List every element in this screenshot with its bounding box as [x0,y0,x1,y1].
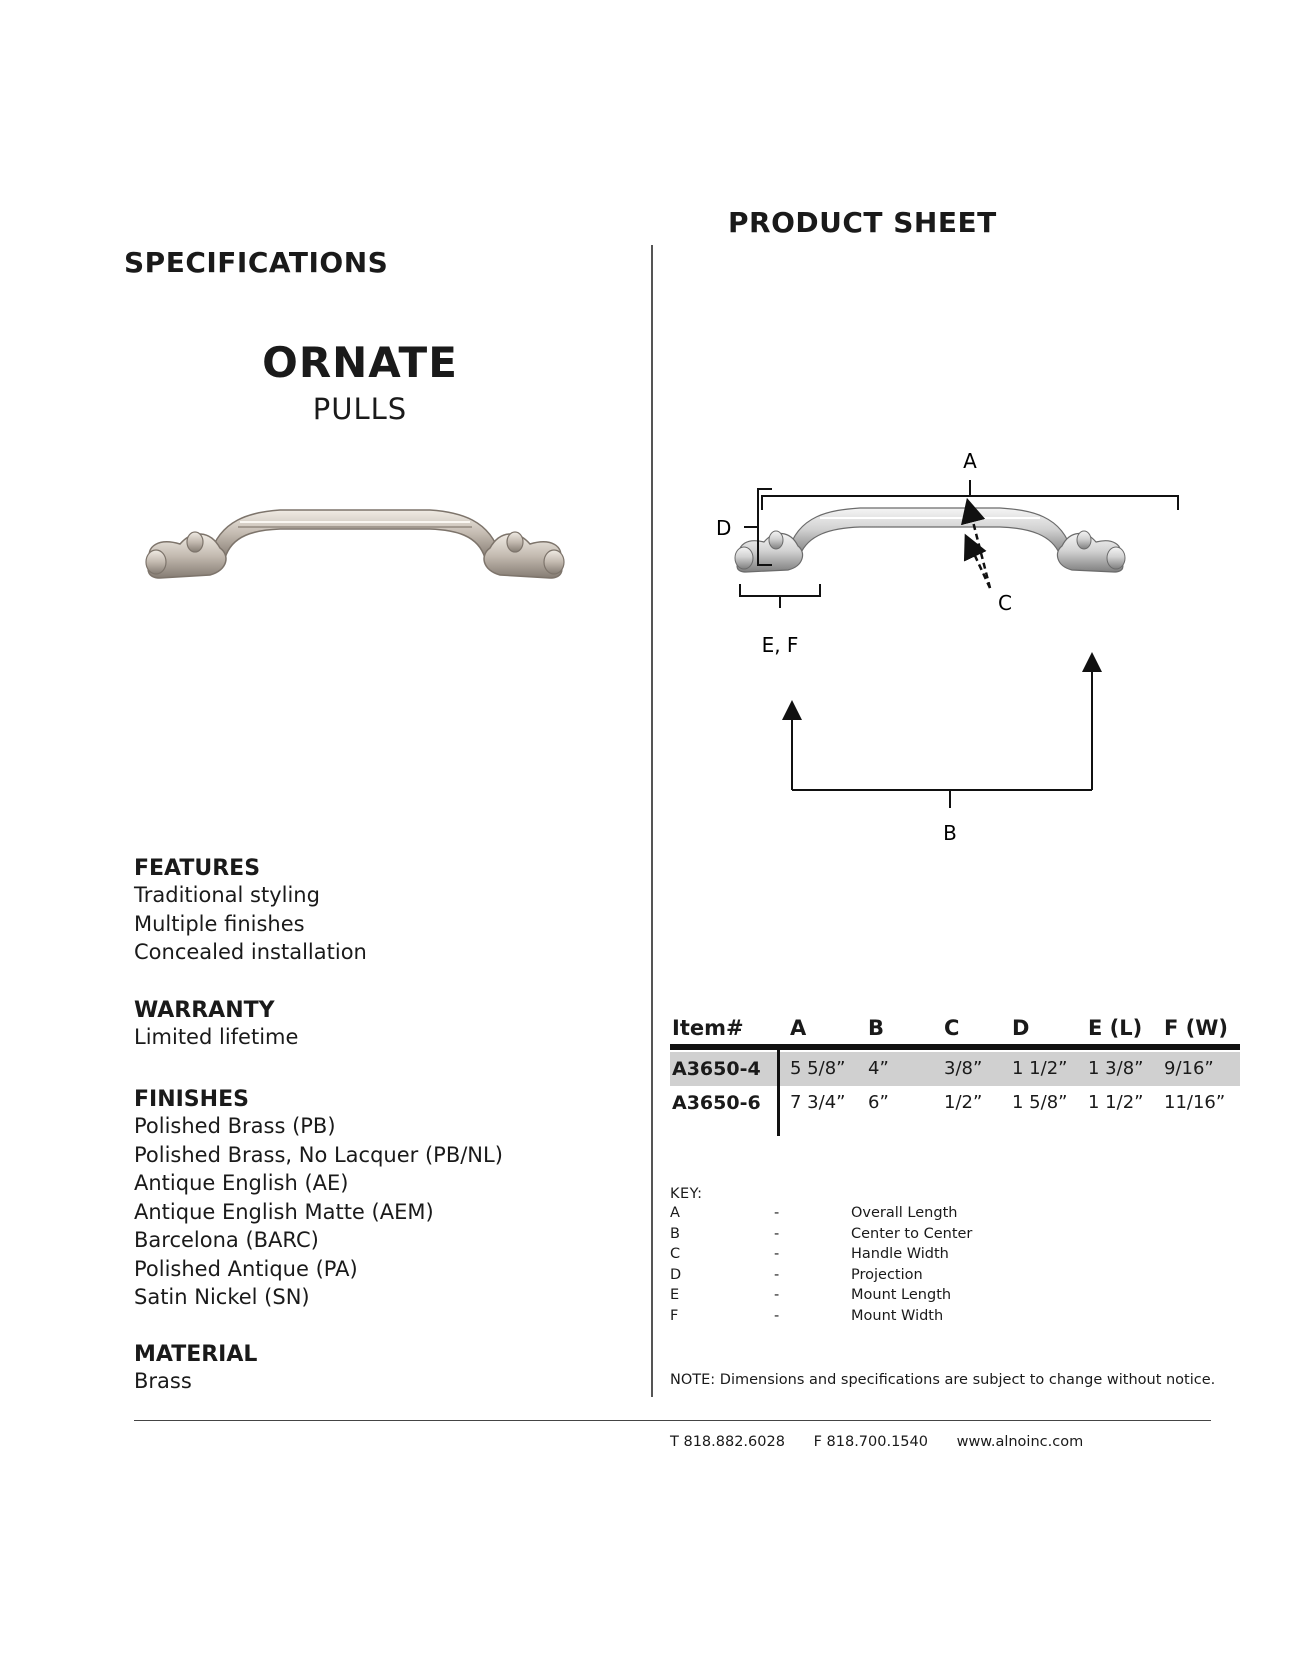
specifications-heading: SPECIFICATIONS [124,246,389,279]
key-row [670,1246,949,1267]
table-header-cell: A [790,1016,807,1040]
features-label: FEATURES [134,856,261,881]
dimension-d-label: D [716,516,732,540]
key-letter: E [670,1287,680,1303]
table-cell: 1/2” [944,1092,983,1113]
table-cell: 11/16” [1164,1092,1226,1113]
phone-number: T 818.882.6028 [670,1434,785,1450]
warranty-section [134,998,298,1052]
table-cell: 1 3/8” [1088,1058,1144,1079]
key-row [670,1205,958,1226]
key-row [670,1225,973,1247]
key-dash: - [774,1307,780,1324]
key-meaning: Center to Center [851,1225,973,1242]
feature-item: Concealed installation [134,940,367,964]
column-divider [651,245,653,1397]
table-column-rule [777,1050,780,1136]
dimension-a-bracket [762,480,1178,510]
key-letter: C [670,1246,681,1262]
material-value: Brass [134,1369,192,1393]
dimension-diagram [680,440,1220,880]
table-header-cell: C [944,1016,960,1040]
website-link[interactable]: www.alnoinc.com [956,1434,1084,1450]
features-list [134,881,367,967]
product-sheet-heading: PRODUCT SHEET [728,206,997,239]
table-header-rule [670,1044,1240,1050]
dimension-ef-label: E, F [761,633,799,657]
table-cell: 7 3/4” [790,1092,846,1113]
table-cell: 1 1/2” [1012,1058,1068,1079]
product-photo [140,500,570,615]
feature-item: Traditional styling [134,883,320,907]
dimension-b-label: B [943,821,957,845]
key-row [670,1287,952,1308]
key-row [670,1307,944,1329]
table-row [670,1086,1240,1120]
finishes-label: FINISHES [134,1087,249,1112]
finishes-list [134,1112,503,1312]
finish-item: Barcelona (BARC) [134,1228,319,1252]
table-cell: 1 5/8” [1012,1092,1068,1113]
key-dash: - [774,1225,780,1242]
key-letter: B [670,1225,680,1242]
finishes-section [134,1087,503,1312]
key-letter: D [670,1266,682,1283]
key-dash: - [774,1266,780,1283]
table-cell-item: A3650-6 [672,1092,761,1114]
key-letter: F [670,1307,679,1324]
key-meaning: Projection [851,1266,923,1283]
finish-item: Satin Nickel (SN) [134,1285,310,1309]
key-meaning: Mount Length [851,1287,952,1303]
product-title: ORNATE [262,338,458,387]
warranty-value: Limited lifetime [134,1025,299,1049]
dimension-ef-bracket [740,584,820,608]
contact-info [670,1434,1107,1450]
dimension-a-label: A [963,449,977,473]
product-subtitle: PULLS [312,392,408,426]
table-cell: 5 5/8” [790,1058,846,1079]
key-meaning: Mount Width [851,1307,944,1324]
finish-item: Polished Brass (PB) [134,1114,336,1138]
finish-item: Antique English (AE) [134,1171,349,1195]
finish-item: Polished Brass, No Lacquer (PB/NL) [134,1142,503,1167]
key-title: KEY: [670,1186,703,1202]
key-meaning: Handle Width [851,1246,949,1262]
dimension-key [670,1186,973,1328]
finish-item: Polished Antique (PA) [134,1256,358,1281]
table-header-cell: F (W) [1164,1016,1229,1040]
fax-number: F 818.700.1540 [813,1434,928,1450]
key-letter: A [670,1205,680,1221]
table-header-cell: D [1012,1016,1030,1040]
dimensions-table [670,1012,1240,1120]
table-cell: 3/8” [944,1058,983,1079]
dimension-b-bracket [792,662,1092,808]
table-header-cell: Item# [672,1016,744,1040]
table-cell: 1 1/2” [1088,1092,1144,1113]
key-row [670,1266,923,1288]
material-section [134,1342,257,1396]
footer-rule [134,1420,1211,1421]
table-header-cell: B [868,1016,885,1040]
table-row [670,1052,1240,1086]
warranty-label: WARRANTY [134,998,275,1023]
finish-item: Antique English Matte (AEM) [134,1199,434,1224]
table-cell: 4” [868,1058,889,1079]
material-label: MATERIAL [134,1342,258,1367]
feature-item: Multiple finishes [134,911,305,936]
table-cell-item: A3650-4 [672,1058,761,1080]
key-dash: - [774,1246,780,1262]
key-meaning: Overall Length [851,1205,958,1221]
pull-handle-image [146,510,564,578]
table-header-row [670,1012,1240,1046]
pull-handle-diagram [735,508,1125,572]
disclaimer-note: NOTE: Dimensions and specifications are subject to change without notice. [670,1372,1216,1388]
features-section [134,856,367,967]
table-cell: 9/16” [1164,1058,1214,1079]
dimension-c-label: C [998,591,1012,615]
key-dash: - [774,1205,780,1221]
table-cell: 6” [868,1092,889,1113]
table-header-cell: E (L) [1088,1016,1143,1040]
key-dash: - [774,1287,780,1303]
